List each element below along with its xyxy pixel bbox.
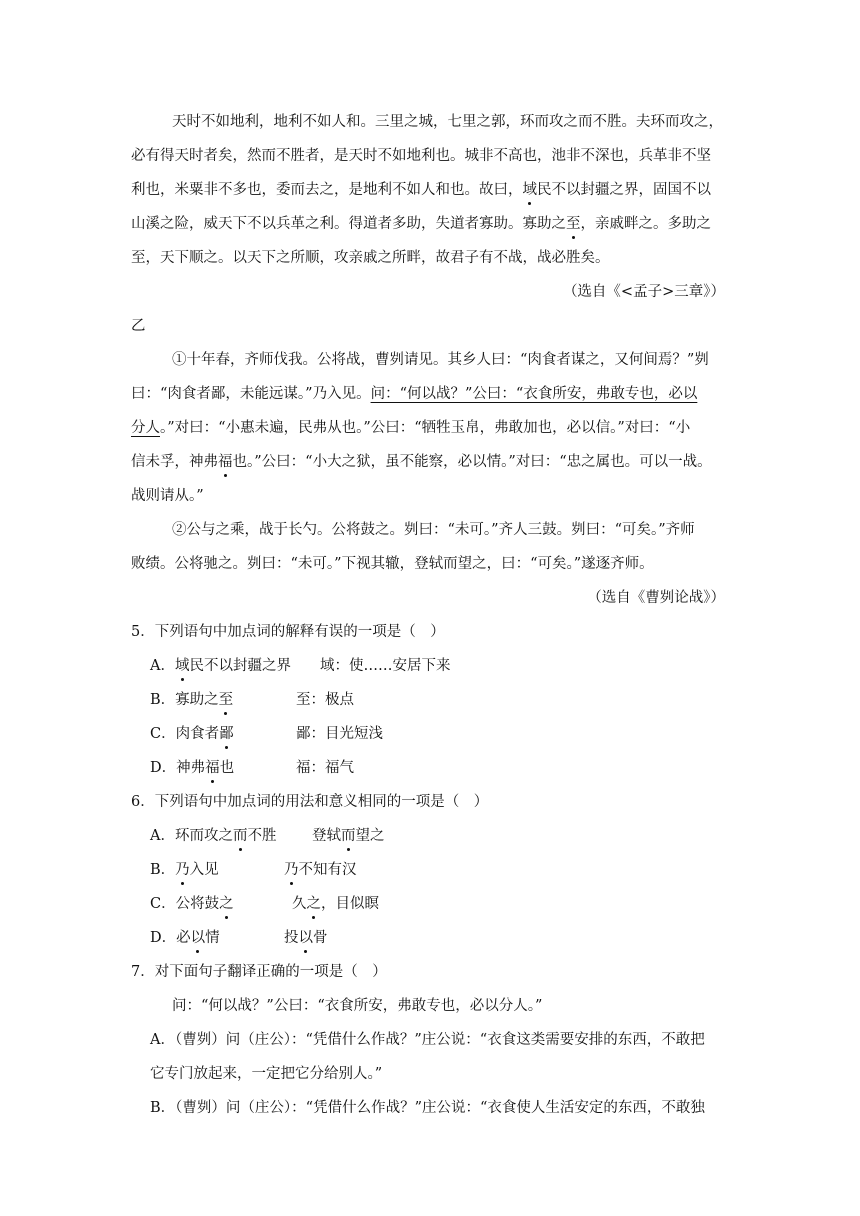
dotted-char: 而 [232, 828, 248, 844]
q6-option-b: B．乃入见 乃不知有汉 [150, 862, 357, 878]
passage-label-yi: 乙 [131, 318, 146, 334]
q7-option-a-line-1: A．（曹刿）问（庄公）：“凭借什么作战？”庄公说：“衣食这类需要安排的东西，不敢把 [150, 1032, 705, 1048]
dotted-char: 至 [566, 216, 581, 232]
q6-option-a: A．环而攻之而不胜 登轼而望之 [150, 828, 385, 844]
dotted-char: 之 [306, 896, 321, 912]
q5-option-d-gloss: 福：福气 [296, 760, 354, 776]
dotted-char: 乃 [284, 862, 299, 878]
dotted-char: 以 [298, 930, 313, 946]
dotted-char: 域 [522, 182, 537, 198]
dotted-char: 乃 [175, 862, 190, 878]
q7-quote: 问：“何以战？”公曰：“衣食所安，弗敢专也，必以分人。” [172, 998, 543, 1014]
q6-option-c-compare: 久之，目似瞑 [292, 896, 379, 912]
passage-yi-p2-line-1: ②公与之乘，战于长勺。公将鼓之。刿曰：“未可。”齐人三鼓。刿曰：“可矣。”齐师 [172, 522, 695, 538]
passage-yi-p1-line-2: 曰：“肉食者鄙，未能远谋。”乃入见。问：“何以战？”公曰：“衣食所安，弗敢专也，必以 [131, 386, 698, 402]
q5-option-b: B．寡助之至 至：极点 [150, 692, 354, 708]
q6-option-d-compare: 投以骨 [284, 930, 328, 946]
q5-option-a: A．域民不以封疆之界 域：使……安居下来 [150, 658, 451, 674]
question-6-stem: 6．下列语句中加点词的用法和意义相同的一项是（ ） [131, 794, 489, 810]
passage-jia-line-2: 必有得天时者矣，然而不胜者，是天时不如地利也。城非不高也，池非不深也，兵革非不坚 [131, 148, 711, 164]
passage-yi-p2-line-2: 败绩。公将驰之。刿曰：“未可。”下视其辙，登轼而望之，曰：“可矣。”遂逐齐师。 [131, 556, 654, 572]
q5-option-d: D．神弗福也 福：福气 [150, 760, 354, 776]
passage-jia-line-5: 至，天下顺之。以天下之所顺，攻亲戚之所畔，故君子有不战，战必胜矣。 [131, 250, 610, 266]
dotted-char: 而 [341, 828, 356, 844]
q7-option-b-line-1: B．（曹刿）问（庄公）：“凭借什么作战？”庄公说：“衣食使人生活安定的东西，不敢独 [150, 1100, 705, 1116]
dotted-char: 之 [219, 896, 234, 912]
q5-option-a-gloss: 域：使……安居下来 [320, 658, 451, 674]
q6-option-b-compare: 乃不知有汉 [284, 862, 357, 878]
question-5-stem: 5．下列语句中加点词的解释有误的一项是（ ） [131, 624, 445, 640]
q6-option-d: D．必以情 投以骨 [150, 930, 328, 946]
dotted-char: 福 [218, 454, 233, 470]
dotted-char: 至 [218, 692, 234, 708]
dotted-char: 域 [174, 658, 190, 674]
passage-yi-source: （选自《曹刿论战》） [587, 590, 725, 606]
question-7-stem: 7．对下面句子翻译正确的一项是（ ） [131, 964, 387, 980]
passage-yi-p1-line-4: 信未孚，神弗福也。”公曰：“小大之狱，虽不能察，必以情。”对曰：“忠之属也。可以一战。 [131, 454, 712, 470]
q5-option-c: C．肉食者鄙 鄙：目光短浅 [150, 726, 383, 742]
underlined-sentence: 问：“何以战？”公曰：“衣食所安，弗敢专也，必以 [370, 386, 698, 402]
q6-option-a-compare: 登轼而望之 [312, 828, 385, 844]
passage-jia-line-1: 天时不如地利，地利不如人和。三里之城，七里之郭，环而攻之而不胜。夫环而攻之， [172, 114, 723, 130]
passage-yi-p1-line-1: ①十年春，齐师伐我。公将战，曹刿请见。其乡人曰：“肉食者谋之，又何间焉？”刿 [172, 352, 709, 368]
passage-jia-line-4: 山溪之险，威天下不以兵革之利。得道者多助，失道者寡助。寡助之至，亲戚畔之。多助之 [131, 216, 711, 232]
dotted-char: 以 [190, 930, 206, 946]
dotted-char: 鄙 [219, 726, 234, 742]
passage-jia-line-3: 利也，米粟非不多也，委而去之，是地利不如人和也。故曰，域民不以封疆之界，固国不以 [131, 182, 711, 198]
q5-option-c-gloss: 鄙：目光短浅 [296, 726, 383, 742]
passage-yi-p1-line-5: 战则请从。” [131, 488, 204, 504]
q6-option-c: C．公将鼓之 久之，目似瞑 [150, 896, 379, 912]
q5-option-b-gloss: 至：极点 [296, 692, 354, 708]
q7-option-a-line-2: 它专门放起来，一定把它分给别人。” [150, 1066, 383, 1082]
passage-yi-p1-line-3: 分人。”对曰：“小惠未遍，民弗从也。”公曰：“牺牲玉帛，弗敢加也，必以信。”对曰：“小 [131, 420, 691, 436]
underlined-sentence: 分人 [131, 420, 160, 436]
dotted-char: 福 [205, 760, 220, 776]
passage-jia-source: （选自《<孟子>三章》） [562, 284, 725, 300]
